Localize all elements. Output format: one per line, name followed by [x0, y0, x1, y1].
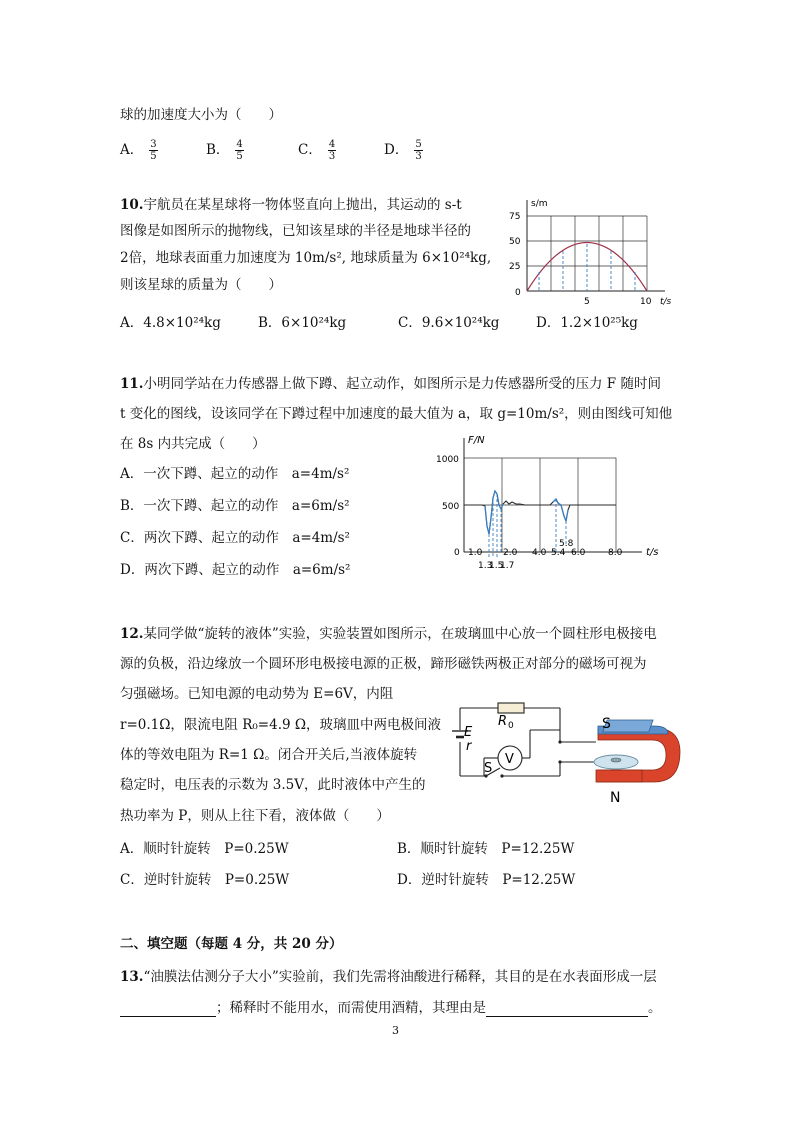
q11-graph-xtick-0: 0	[454, 548, 460, 558]
q10-option-a: A．4.8×10²⁴kg	[120, 315, 221, 331]
q10-line1: 10.宇航员在某星球将一物体竖直向上抛出，其运动的 s-t	[120, 197, 462, 213]
q11-line1: 11.小明同学站在力传感器上做下蹲、起立动作，如图所示是力传感器所受的压力 F 随时间	[120, 376, 661, 392]
diagram-label-v: V	[505, 752, 514, 767]
diagram-label-switch-s: S	[484, 761, 493, 776]
q12-option-d: D．逆时针旋转 P=12.25W	[397, 872, 576, 888]
q10-st-graph	[505, 192, 685, 307]
q11-graph-xtick-8.0: 8.0	[608, 548, 623, 558]
q13-line2: ；稀释时不能用水，而需使用酒精，其理由是 。	[120, 996, 662, 1017]
diagram-label-r0: R	[498, 714, 508, 729]
q12-option-a: A．顺时针旋转 P=0.25W	[120, 841, 289, 857]
q13-line1: 13.“油膜法估测分子大小”实验前，我们先需将油酸进行稀释，其目的是在水表面形成一层	[120, 969, 657, 985]
q12-line4: r=0.1Ω，限流电阻 R₀=4.9 Ω，玻璃皿中两电极间液	[120, 717, 442, 733]
q10-line2: 图像是如图所示的抛物线，已知该星球的半径是地球半径的	[120, 223, 471, 239]
q10-graph-xtick-10: 10	[640, 297, 652, 307]
q11-option-d: D．两次下蹲、起立的动作 a=6m/s²	[120, 562, 351, 578]
q11-line3: 在 8s 内共完成（ ）	[120, 436, 266, 452]
q12-line5: 体的等效电阻为 R=1 Ω。闭合开关后,当液体旋转	[120, 747, 418, 763]
diagram-label-e: E	[464, 725, 473, 740]
q11-graph-xtick-1.3: 1.3	[478, 561, 493, 571]
q11-graph-xtick-4.0: 4.0	[532, 548, 547, 558]
q10-line3: 2倍，地球表面重力加速度为 10m/s², 地球质量为 6×10²⁴kg,	[120, 250, 492, 266]
q9-option-b: B． $\frac{4}{5}$	[206, 139, 243, 162]
q11-graph-xlabel: t/s	[646, 547, 659, 558]
q11-line2: t 变化的图线，设该同学在下蹲过程中加速度的最大值为 a，取 g=10m/s²，则由图线可知他	[120, 406, 673, 422]
q11-graph-xtick-1.5: 1.5	[489, 561, 504, 571]
q10-graph-ytick-25: 25	[509, 262, 521, 272]
diagram-label-r0-sub: 0	[508, 721, 514, 731]
q9-option-d: D． $\frac{5}{3}$	[384, 139, 422, 162]
q11-option-a: A．一次下蹲、起立的动作 a=4m/s²	[120, 466, 350, 482]
q10-line4: 则该星球的质量为（ ）	[120, 277, 282, 293]
q11-graph-xtick-6.0: 6.0	[571, 548, 586, 558]
q11-graph-xtick-1.0: 1.0	[468, 548, 483, 558]
diagram-label-pole-n: N	[610, 790, 621, 806]
q12-line7: 热功率为 P，则从上往下看，液体做（ ）	[120, 808, 390, 824]
q9-stem-tail: 球的加速度大小为（ ）	[120, 107, 282, 123]
q11-graph-xtick-2.0: 2.0	[503, 548, 518, 558]
q11-option-b: B．一次下蹲、起立的动作 a=6m/s²	[120, 498, 350, 514]
q11-graph-annot-5.8: 5.8	[559, 539, 574, 549]
q11-graph-ytick-1000: 1000	[436, 455, 459, 465]
q13-blank-2[interactable]	[486, 1000, 648, 1017]
q12-circuit-diagram	[448, 690, 688, 808]
q11-graph-xtick-1.7: 1.7	[500, 561, 515, 571]
q12-option-b: B．顺时针旋转 P=12.25W	[397, 841, 575, 857]
q10-graph-ytick-0: 0	[515, 288, 521, 298]
q11-graph-ylabel: F/N	[468, 435, 485, 446]
q10-graph-ylabel: s/m	[531, 199, 548, 209]
q12-line6: 稳定时，电压表的示数为 3.5V，此时液体中产生的	[120, 777, 426, 793]
q10-graph-xtick-5: 5	[584, 297, 590, 307]
q10-graph-ytick-50: 50	[509, 237, 521, 247]
q12-line1: 12.某同学做“旋转的液体”实验，实验装置如图所示，在玻璃皿中心放一个圆柱形电极接电	[120, 626, 657, 642]
q9-option-a: A． $\frac{3}{5}$	[120, 139, 157, 162]
q11-graph-ytick-500: 500	[442, 502, 460, 512]
q10-option-b: B．6×10²⁴kg	[258, 315, 347, 331]
page-number: 3	[392, 1024, 399, 1037]
q10-graph-ytick-75: 75	[509, 212, 521, 222]
q12-line2: 源的负极，沿边缘放一个圆环形电极接电源的正极，蹄形磁铁两极正对部分的磁场可视为	[120, 656, 647, 672]
q12-option-c: C．逆时针旋转 P=0.25W	[120, 872, 290, 888]
q11-graph-xtick-5.4: 5.4	[551, 548, 566, 558]
q10-graph-xlabel: t/s	[660, 297, 672, 307]
diagram-label-r: r	[466, 739, 472, 754]
q11-option-c: C．两次下蹲、起立的动作 a=4m/s²	[120, 530, 350, 546]
q10-option-d: D．1.2×10²⁵kg	[536, 315, 638, 331]
q10-option-c: C．9.6×10²⁴kg	[398, 315, 500, 331]
section-title-fill-in: 二、填空题（每题 4 分，共 20 分）	[120, 936, 343, 952]
diagram-label-pole-s: S	[602, 716, 611, 732]
q12-line3: 匀强磁场。已知电源的电动势为 E=6V，内阻	[120, 686, 394, 702]
q11-force-graph	[430, 428, 670, 578]
q9-option-c: C． $\frac{4}{3}$	[298, 139, 336, 162]
q13-blank-1[interactable]	[120, 1000, 216, 1017]
